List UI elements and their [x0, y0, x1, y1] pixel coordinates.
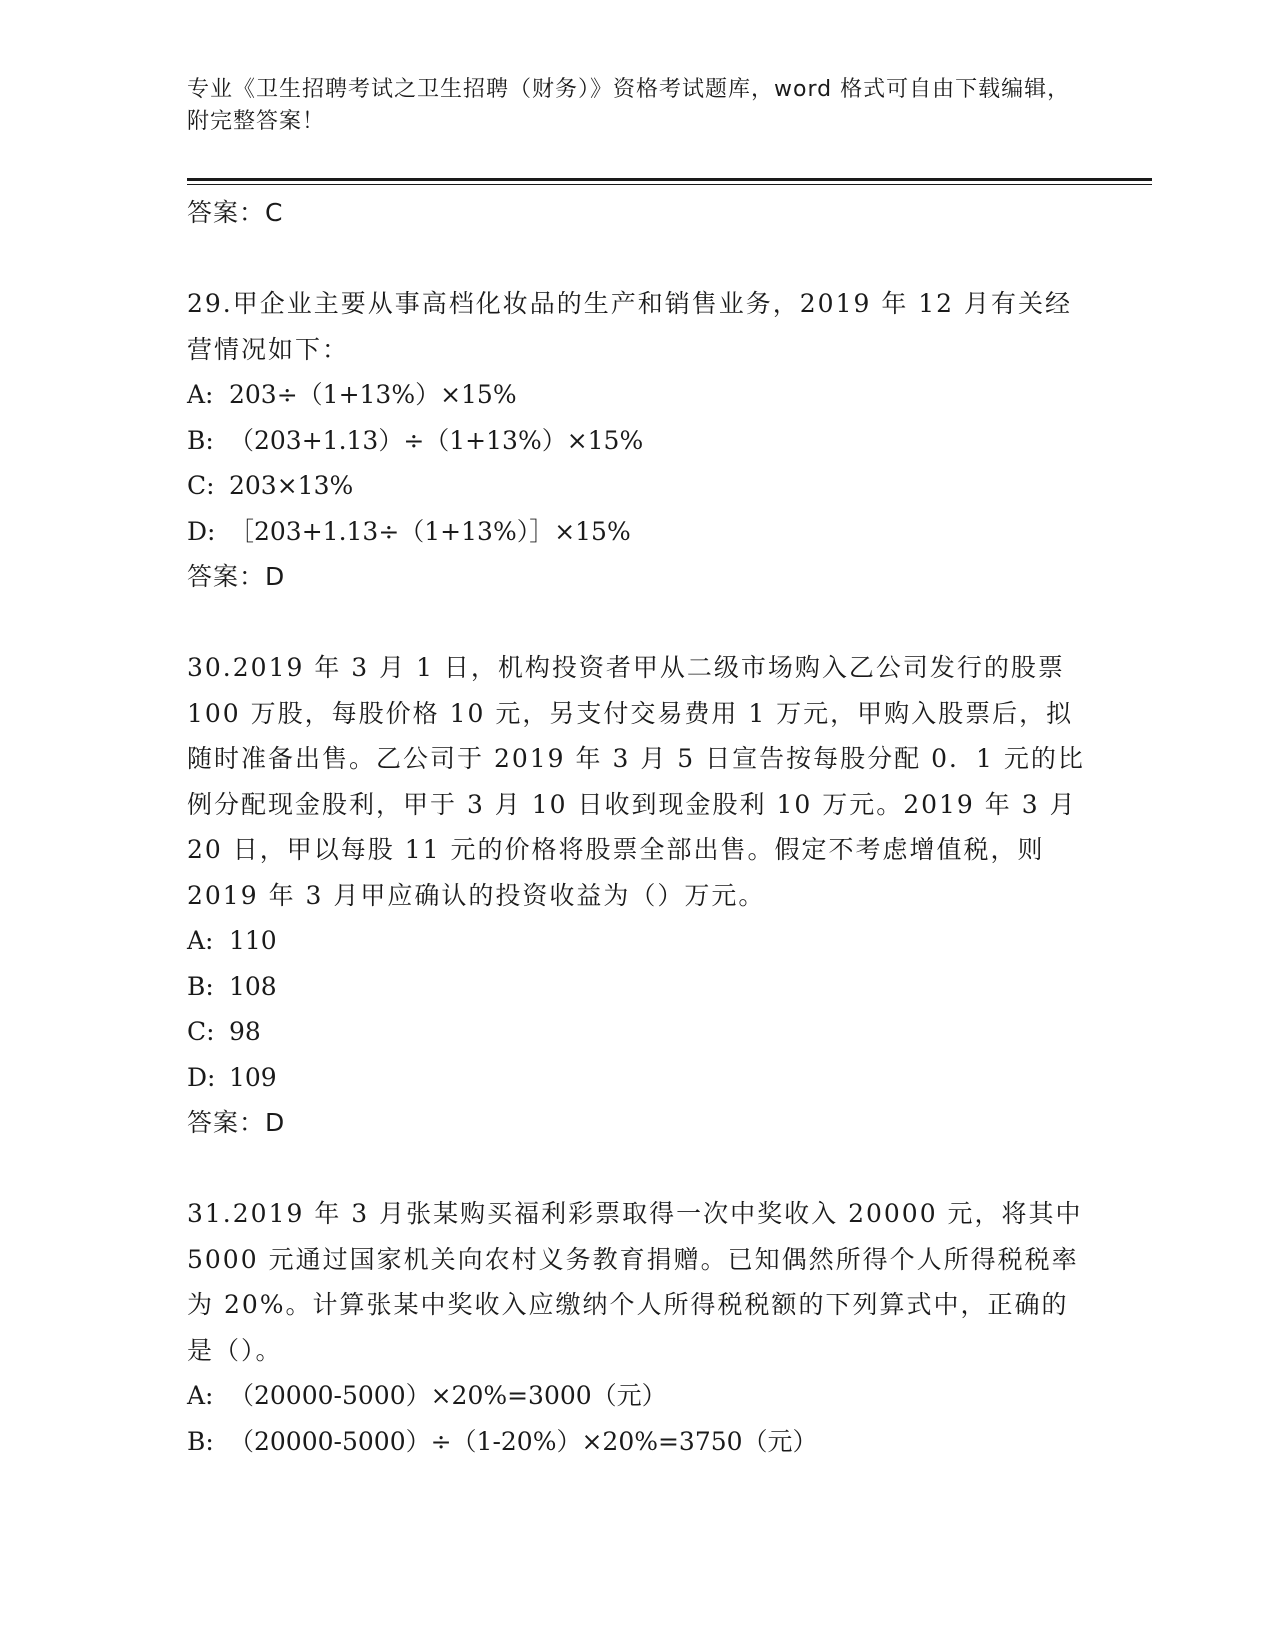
- answer-line: 答案：D: [187, 562, 286, 591]
- answer-line: 答案：D: [187, 1108, 286, 1137]
- question-list: [187, 190, 1092, 1464]
- option-c: [187, 463, 1092, 509]
- option-b: [187, 1419, 1092, 1465]
- option-text: 110: [229, 926, 277, 955]
- option-b: [187, 964, 1092, 1010]
- option-label: C:: [187, 1017, 215, 1046]
- question-stem: 29.甲企业主要从事高档化妆品的生产和销售业务，2019 年 12 月有关经营情况如下：: [187, 289, 1073, 364]
- option-label: D:: [187, 1062, 216, 1092]
- question-stem: 30.2019 年 3 月 1 日，机构投资者甲从二级市场购入乙公司发行的股票 100 万股，每股价格 10 元，另支付交易费用 1 万元，甲购入股票后，拟随时准备出售。乙公司于 2019 年 3 月 5 日宣告按每股分配 0．1 元的比例分配现金股利，甲于 3 月 10 日收到现金股利 10 万元。2019 年 3 月 20 日，甲以每股 11 元的价格将股票全部出售。假定不考虑增值税，则 2019 年 3 月甲应确认的投资收益为（）万元。: [187, 653, 1085, 910]
- question-item: [187, 645, 1092, 1145]
- option-label: A:: [187, 1381, 214, 1410]
- option-b: [187, 418, 1092, 464]
- option-d: [187, 1055, 1092, 1101]
- option-a: [187, 918, 1092, 964]
- option-text: 203×13%: [229, 471, 354, 500]
- option-text: （203+1.13）÷（1+13%）×15%: [229, 425, 644, 455]
- option-label: C:: [187, 471, 215, 500]
- option-label: B:: [187, 1426, 214, 1456]
- option-text: （20000-5000）÷（1-20%）×20%=3750（元）: [229, 1426, 818, 1456]
- option-text: （20000-5000）×20%=3000（元）: [229, 1381, 667, 1410]
- option-a: [187, 372, 1092, 418]
- header-divider-thin: [187, 184, 1152, 185]
- question-stem: 31.2019 年 3 月张某购买福利彩票取得一次中奖收入 20000 元，将其中 5000 元通过国家机关向农村义务教育捐赠。已知偶然所得个人所得税税率为 20%。计算张某中奖收入应缴纳个人所得税税额的下列算式中，正确的是（）。: [187, 1199, 1083, 1365]
- question-item: [187, 1191, 1092, 1464]
- option-a: [187, 1373, 1092, 1419]
- header-divider-thick: [187, 178, 1152, 181]
- option-d: [187, 509, 1092, 555]
- option-label: D:: [187, 516, 216, 546]
- option-label: B:: [187, 425, 214, 455]
- option-c: [187, 1009, 1092, 1055]
- option-label: A:: [187, 926, 214, 955]
- document-header: 专业《卫生招聘考试之卫生招聘（财务）》资格考试题库，word 格式可自由下载编辑，附完整答案！: [187, 77, 1071, 134]
- option-text: 109: [229, 1062, 277, 1092]
- option-text: ［203+1.13÷（1+13%）］×15%: [229, 516, 631, 546]
- option-label: A:: [187, 380, 214, 409]
- option-text: 203÷（1+13%）×15%: [229, 380, 517, 409]
- option-text: 98: [229, 1017, 261, 1046]
- option-label: B:: [187, 971, 214, 1001]
- question-item: [187, 281, 1092, 599]
- answer-line: 答案：C: [187, 198, 284, 227]
- option-text: 108: [229, 971, 277, 1001]
